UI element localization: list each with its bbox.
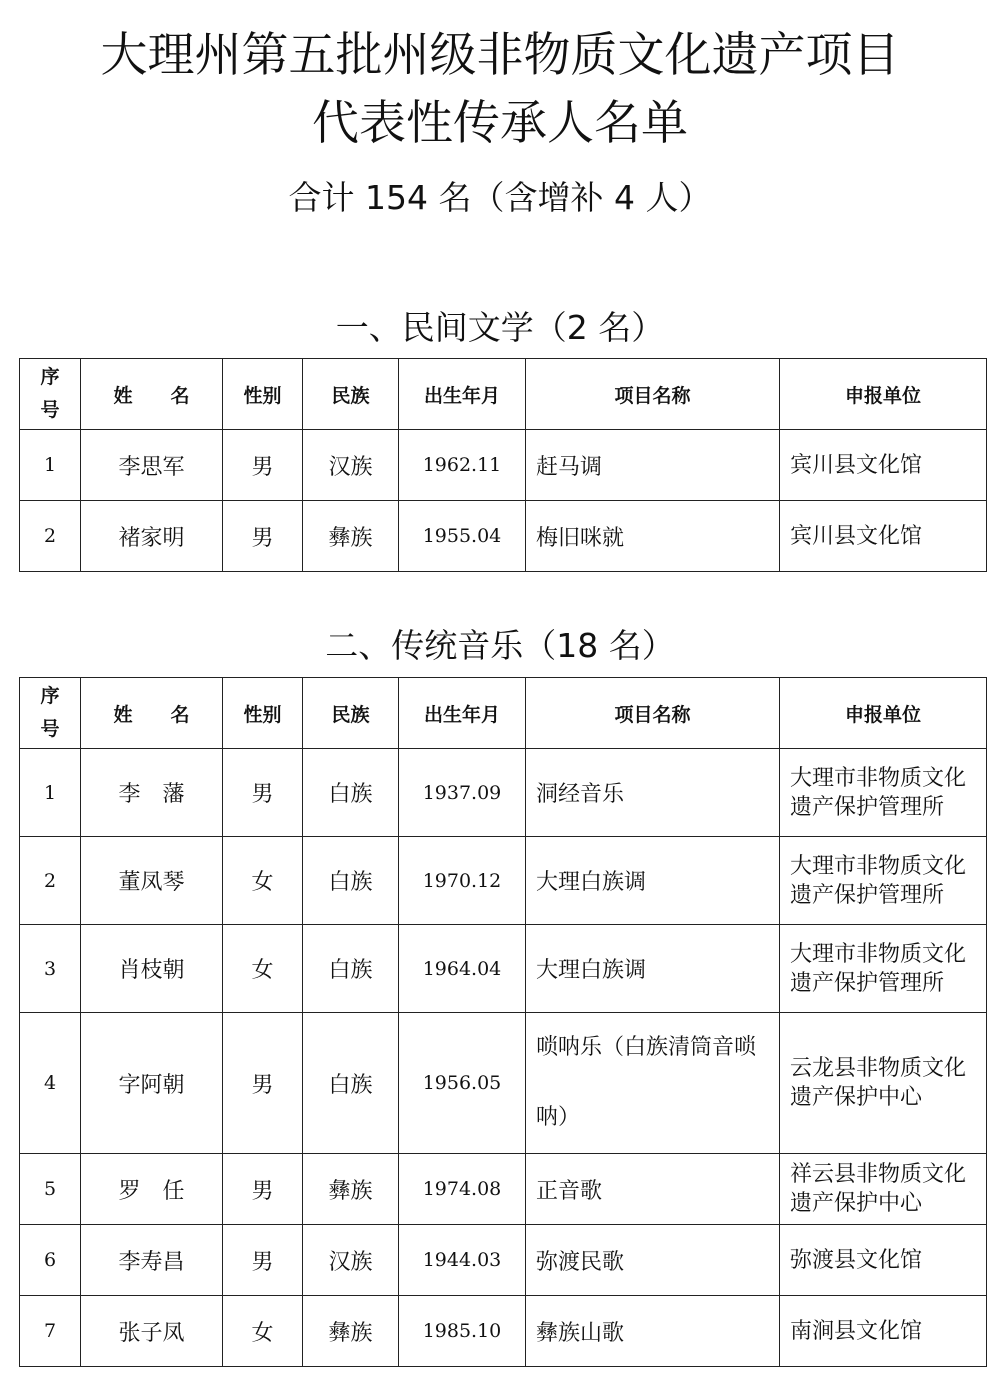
cell-project: 彝族山歌 <box>526 1296 780 1367</box>
table-row <box>20 1225 987 1296</box>
cell-name: 字阿朝 <box>81 1013 223 1154</box>
cell-gender: 男 <box>223 1154 303 1225</box>
table-row <box>20 430 987 501</box>
cell-seq: 3 <box>20 925 81 1013</box>
cell-unit: 云龙县非物质文化遗产保护中心 <box>780 1013 987 1154</box>
cell-gender: 女 <box>223 1296 303 1367</box>
cell-birth: 1944.03 <box>399 1225 526 1296</box>
cell-name: 李 藩 <box>81 749 223 837</box>
cell-name: 罗 任 <box>81 1154 223 1225</box>
table-row <box>20 501 987 572</box>
cell-project: 洞经音乐 <box>526 749 780 837</box>
cell-seq: 2 <box>20 837 81 925</box>
document-title-line1: 大理州第五批州级非物质文化遗产项目 <box>100 28 900 83</box>
table-folk-literature <box>19 358 987 572</box>
cell-gender: 男 <box>223 749 303 837</box>
cell-ethnicity: 彝族 <box>303 1296 399 1367</box>
cell-seq: 1 <box>20 430 81 501</box>
cell-project: 正音歌 <box>526 1154 780 1225</box>
cell-ethnicity: 白族 <box>303 1013 399 1154</box>
cell-ethnicity: 白族 <box>303 749 399 837</box>
header-seq: 序 号 <box>20 678 81 749</box>
header-name: 姓 名 <box>81 678 223 749</box>
cell-ethnicity: 彝族 <box>303 501 399 572</box>
cell-gender: 男 <box>223 430 303 501</box>
cell-gender: 男 <box>223 1225 303 1296</box>
cell-birth: 1937.09 <box>399 749 526 837</box>
cell-name: 董凤琴 <box>81 837 223 925</box>
cell-seq: 2 <box>20 501 81 572</box>
table-row <box>20 1013 987 1154</box>
cell-birth: 1970.12 <box>399 837 526 925</box>
cell-name: 李寿昌 <box>81 1225 223 1296</box>
table-row <box>20 925 987 1013</box>
header-unit: 申报单位 <box>780 359 987 430</box>
cell-ethnicity: 汉族 <box>303 1225 399 1296</box>
cell-seq: 1 <box>20 749 81 837</box>
section-title-folk-literature: 一、民间文学（2 名） <box>335 308 665 347</box>
cell-project: 大理白族调 <box>526 925 780 1013</box>
cell-birth: 1985.10 <box>399 1296 526 1367</box>
cell-name: 褚家明 <box>81 501 223 572</box>
cell-gender: 男 <box>223 501 303 572</box>
cell-seq: 7 <box>20 1296 81 1367</box>
cell-unit: 南涧县文化馆 <box>780 1296 987 1367</box>
cell-unit: 大理市非物质文化遗产保护管理所 <box>780 837 987 925</box>
cell-unit: 宾川县文化馆 <box>780 501 987 572</box>
table-header-row <box>20 359 987 430</box>
cell-ethnicity: 彝族 <box>303 1154 399 1225</box>
cell-gender: 男 <box>223 1013 303 1154</box>
header-gender: 性别 <box>223 678 303 749</box>
table-traditional-music <box>19 677 987 1367</box>
cell-birth: 1964.04 <box>399 925 526 1013</box>
cell-unit: 大理市非物质文化遗产保护管理所 <box>780 925 987 1013</box>
cell-ethnicity: 白族 <box>303 925 399 1013</box>
header-project: 项目名称 <box>526 359 780 430</box>
cell-unit: 弥渡县文化馆 <box>780 1225 987 1296</box>
cell-project: 弥渡民歌 <box>526 1225 780 1296</box>
section-title-traditional-music: 二、传统音乐（18 名） <box>325 626 675 665</box>
cell-birth: 1962.11 <box>399 430 526 501</box>
header-seq: 序 号 <box>20 359 81 430</box>
cell-unit: 大理市非物质文化遗产保护管理所 <box>780 749 987 837</box>
cell-unit: 宾川县文化馆 <box>780 430 987 501</box>
cell-gender: 女 <box>223 837 303 925</box>
cell-seq: 5 <box>20 1154 81 1225</box>
cell-birth: 1955.04 <box>399 501 526 572</box>
header-unit: 申报单位 <box>780 678 987 749</box>
document-subtitle: 合计 154 名（含增补 4 人） <box>288 178 712 217</box>
cell-project: 梅旧咪就 <box>526 501 780 572</box>
table-row <box>20 1154 987 1225</box>
cell-project: 大理白族调 <box>526 837 780 925</box>
cell-name: 张子凤 <box>81 1296 223 1367</box>
header-name: 姓 名 <box>81 359 223 430</box>
cell-gender: 女 <box>223 925 303 1013</box>
cell-seq: 6 <box>20 1225 81 1296</box>
table-header-row <box>20 678 987 749</box>
cell-ethnicity: 汉族 <box>303 430 399 501</box>
cell-unit: 祥云县非物质文化遗产保护中心 <box>780 1154 987 1225</box>
cell-seq: 4 <box>20 1013 81 1154</box>
header-gender: 性别 <box>223 359 303 430</box>
document-title-line2: 代表性传承人名单 <box>312 96 688 151</box>
table-row <box>20 749 987 837</box>
header-project: 项目名称 <box>526 678 780 749</box>
cell-project: 唢呐乐（白族清筒音唢呐） <box>526 1013 780 1154</box>
cell-name: 肖枝朝 <box>81 925 223 1013</box>
table-row <box>20 1296 987 1367</box>
header-birth: 出生年月 <box>399 359 526 430</box>
header-ethnicity: 民族 <box>303 359 399 430</box>
cell-name: 李思军 <box>81 430 223 501</box>
header-ethnicity: 民族 <box>303 678 399 749</box>
cell-ethnicity: 白族 <box>303 837 399 925</box>
cell-birth: 1956.05 <box>399 1013 526 1154</box>
cell-project: 赶马调 <box>526 430 780 501</box>
table-row <box>20 837 987 925</box>
cell-birth: 1974.08 <box>399 1154 526 1225</box>
header-birth: 出生年月 <box>399 678 526 749</box>
